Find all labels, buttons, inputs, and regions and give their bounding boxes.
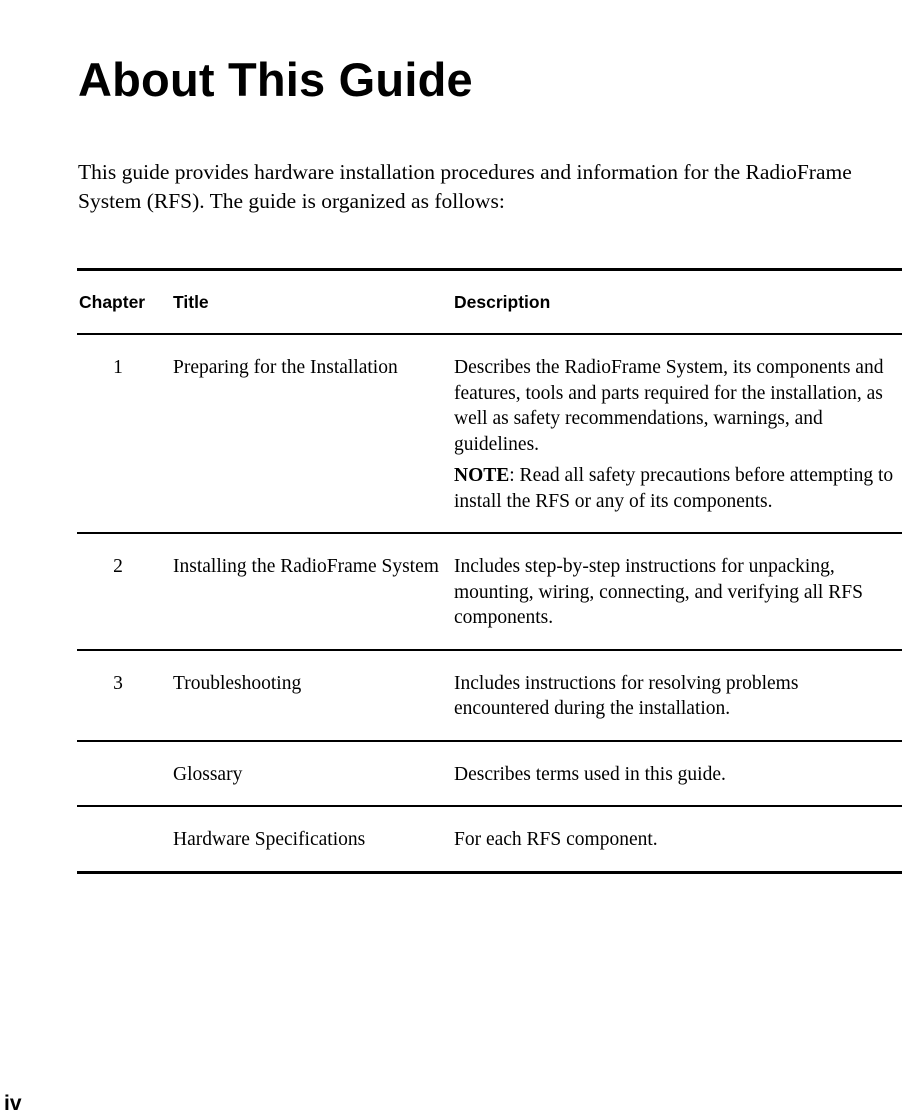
header-chapter: Chapter <box>77 270 173 335</box>
safety-note <box>454 463 898 514</box>
intro-paragraph: This guide provides hardware installation procedures and information for the RadioFrame System (RFS). The guide is organized as follows: <box>78 160 852 213</box>
table-row <box>77 334 902 533</box>
chapter-table <box>77 268 902 874</box>
note-text: : Read all safety precautions before attempting to install the RFS or any of its components. <box>454 465 894 512</box>
table-row <box>77 806 902 872</box>
chapter-number <box>77 741 173 807</box>
chapter-description: For each RFS component. <box>454 806 902 872</box>
chapter-title: Installing the RadioFrame System <box>173 533 454 650</box>
chapter-description: Describes the RadioFrame System, its components and features, tools and parts required for the installation, as well as safety recommendations, warnings, and guidelines. <box>454 357 884 455</box>
chapter-description: Includes instructions for resolving problems encountered during the installation. <box>454 650 902 741</box>
note-label: NOTE <box>454 465 510 486</box>
table-row <box>77 650 902 741</box>
chapter-number <box>77 806 173 872</box>
chapter-title: Hardware Specifications <box>173 806 454 872</box>
chapter-title: Glossary <box>173 741 454 807</box>
chapter-number: 1 <box>77 334 173 533</box>
chapter-description: Describes terms used in this guide. <box>454 741 902 807</box>
table-row <box>77 533 902 650</box>
table-row <box>77 741 902 807</box>
chapter-title: Preparing for the Installation <box>173 334 454 533</box>
table-header-row <box>77 270 902 335</box>
chapter-number: 2 <box>77 533 173 650</box>
chapter-description: Includes step-by-step instructions for unpacking, mounting, wiring, connecting, and verifying all RFS components. <box>454 533 902 650</box>
header-title: Title <box>173 270 454 335</box>
chapter-title: Troubleshooting <box>173 650 454 741</box>
chapter-description-cell <box>454 334 902 533</box>
chapter-number: 3 <box>77 650 173 741</box>
page-title: About This Guide <box>78 53 473 106</box>
header-description: Description <box>454 270 902 335</box>
page-number: iv <box>4 1092 22 1115</box>
